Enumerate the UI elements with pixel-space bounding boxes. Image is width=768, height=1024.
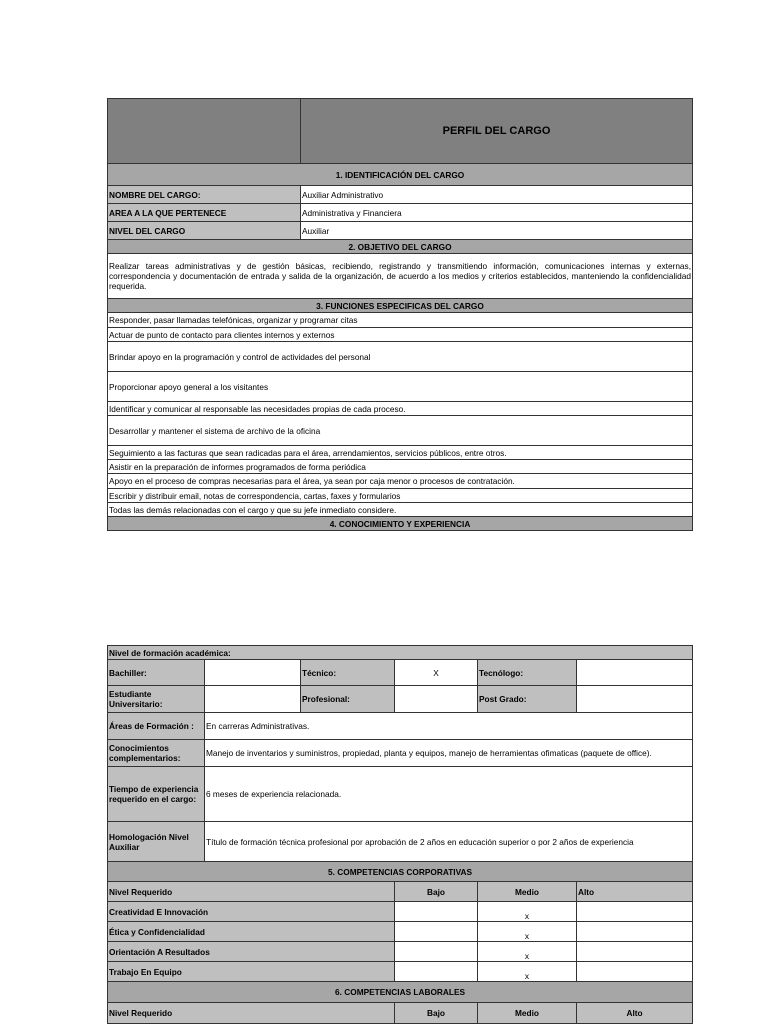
areas-formacion-value: En carreras Administrativas. [205, 713, 693, 740]
funcion-item: Asistir en la preparación de informes programados de forma periódica [108, 460, 693, 474]
nombre-label: NOMBRE DEL CARGO: [108, 186, 301, 204]
nivel-label: NIVEL DEL CARGO [108, 222, 301, 240]
objetivo-text: Realizar tareas administrativas y de gestión básicas, recibiendo, registrando y transmitiendo información, comunicaciones internas y externas, correspondencia y documentación de entrada y salida de la organización, de acuerdo a los medios y criterios establecidos, manteniendo la confidencialidad requerida. [108, 254, 693, 299]
funcion-item: Responder, pasar llamadas telefónicas, organizar y programar citas [108, 313, 693, 328]
competencia-medio-mark: x [478, 902, 577, 922]
logo-cell [108, 99, 301, 164]
title-row [108, 99, 693, 164]
tiempo-experiencia-label: Tiempo de experiencia requerido en el cargo: [108, 767, 205, 822]
competencia-alto [577, 922, 693, 942]
funcion-item: Apoyo en el proceso de compras necesarias para el área, ya sean por caja menor o procesos de contratación. [108, 474, 693, 489]
tecnologo-label: Tecnólogo: [478, 660, 577, 686]
competencia-name: Trabajo En Equipo [108, 962, 395, 982]
funcion-item: Escribir y distribuir email, notas de correspondencia, cartas, faxes y formularios [108, 489, 693, 503]
tiempo-experiencia-value: 6 meses de experiencia relacionada. [205, 767, 693, 822]
page-title: PERFIL DEL CARGO [301, 99, 693, 164]
section-header-laborales: 6. COMPETENCIAS LABORALES [108, 982, 693, 1003]
corp-alto-header: Alto [577, 882, 693, 902]
funcion-item: Desarrollar y mantener el sistema de archivo de la oficina [108, 416, 693, 446]
funcion-item: Todas las demás relacionadas con el cargo y que su jefe inmediato considere. [108, 503, 693, 517]
areas-formacion-label: Áreas de Formación : [108, 713, 205, 740]
area-value: Administrativa y Financiera [301, 204, 693, 222]
postgrado-label: Post Grado: [478, 686, 577, 713]
competencia-name: Orientación A Resultados [108, 942, 395, 962]
profesional-label: Profesional: [301, 686, 395, 713]
competencia-bajo [395, 902, 478, 922]
corp-medio-header: Medio [478, 882, 577, 902]
competencia-alto [577, 962, 693, 982]
nivel-formacion-label: Nivel de formación académica: [108, 646, 693, 660]
section-header-funciones: 3. FUNCIONES ESPECIFICAS DEL CARGO [108, 299, 693, 313]
competencias-table [107, 645, 693, 1024]
competencia-medio-mark: x [478, 942, 577, 962]
corp-nivel-label: Nivel Requerido [108, 882, 395, 902]
bachiller-label: Bachiller: [108, 660, 205, 686]
postgrado-value [577, 686, 693, 713]
section-header-objetivo: 2. OBJETIVO DEL CARGO [108, 240, 693, 254]
funcion-item: Brindar apoyo en la programación y control de actividades del personal [108, 342, 693, 372]
lab-alto-header: Alto [577, 1003, 693, 1024]
corp-bajo-header: Bajo [395, 882, 478, 902]
section-header-conocimiento: 4. CONOCIMIENTO Y EXPERIENCIA [108, 517, 693, 531]
profesional-value [395, 686, 478, 713]
funcion-item: Identificar y comunicar al responsable las necesidades propias de cada proceso. [108, 402, 693, 416]
homologacion-label: Homologación Nivel Auxiliar [108, 822, 205, 862]
competencia-bajo [395, 962, 478, 982]
competencia-name: Creatividad E Innovación [108, 902, 395, 922]
competencia-alto [577, 902, 693, 922]
section-header-identificacion: 1. IDENTIFICACIÓN DEL CARGO [108, 164, 693, 186]
estudiante-label: Estudiante Universitario: [108, 686, 205, 713]
competencia-bajo [395, 922, 478, 942]
nombre-value: Auxiliar Administrativo [301, 186, 693, 204]
competencia-medio-mark: x [478, 922, 577, 942]
tecnologo-value [577, 660, 693, 686]
funcion-item: Proporcionar apoyo general a los visitantes [108, 372, 693, 402]
competencia-bajo [395, 942, 478, 962]
estudiante-value [205, 686, 301, 713]
tecnico-label: Técnico: [301, 660, 395, 686]
funcion-item: Seguimiento a las facturas que sean radicadas para el área, arrendamientos, servicios públicos, entre otros. [108, 446, 693, 460]
competencia-name: Ética y Confidencialidad [108, 922, 395, 942]
lab-nivel-label: Nivel Requerido [108, 1003, 395, 1024]
funcion-item: Actuar de punto de contacto para clientes internos y externos [108, 328, 693, 342]
conocimientos-label: Conocimientos complementarios: [108, 740, 205, 767]
perfil-table [107, 98, 693, 531]
competencia-medio-mark: x [478, 962, 577, 982]
area-label: AREA A LA QUE PERTENECE [108, 204, 301, 222]
lab-medio-header: Medio [478, 1003, 577, 1024]
competencia-alto [577, 942, 693, 962]
lab-bajo-header: Bajo [395, 1003, 478, 1024]
bachiller-value [205, 660, 301, 686]
tecnico-mark: X [395, 660, 478, 686]
nivel-value: Auxiliar [301, 222, 693, 240]
conocimientos-value: Manejo de inventarios y suministros, propiedad, planta y equipos, manejo de herramientas ofimaticas (paquete de office). [205, 740, 693, 767]
section-header-corporativas: 5. COMPETENCIAS CORPORATIVAS [108, 862, 693, 882]
homologacion-value: Título de formación técnica profesional por aprobación de 2 años en educación superior o por 2 años de experiencia [205, 822, 693, 862]
